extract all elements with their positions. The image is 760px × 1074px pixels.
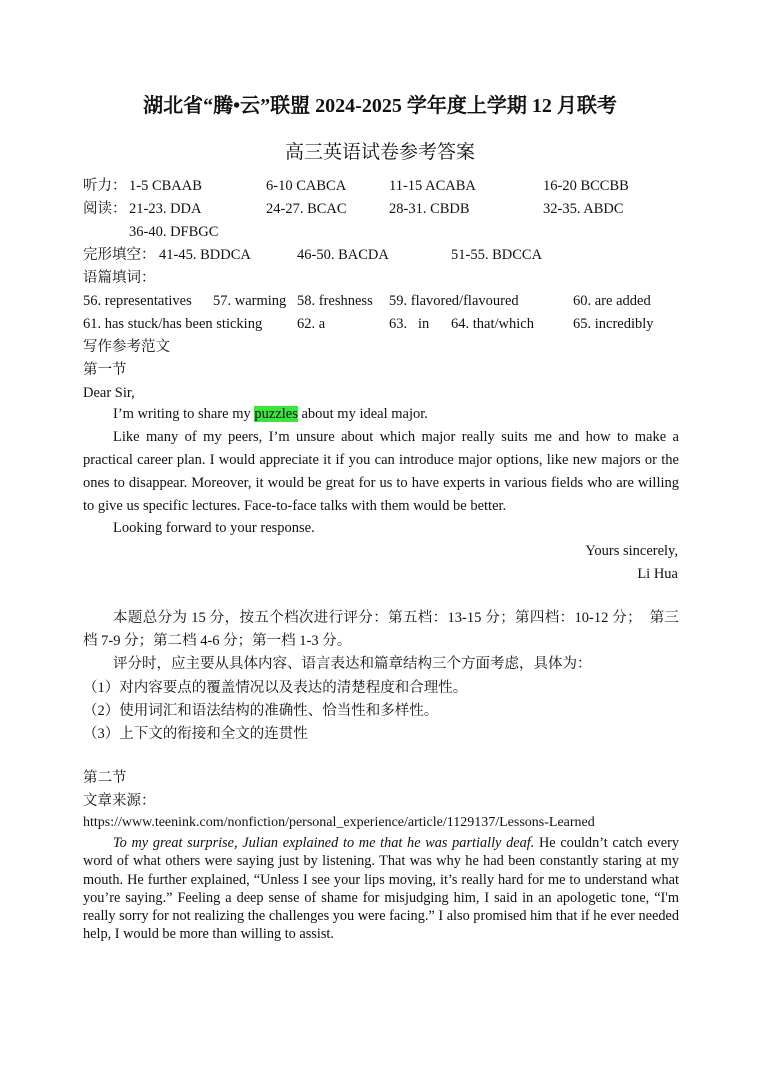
reading-answers-4: 32-35. ABDC xyxy=(543,201,624,217)
cloze-answers-2: 46-50. BACDA xyxy=(297,247,389,263)
continuation-passage xyxy=(83,834,679,944)
grading-criterion-2: （2）使用词汇和语法结构的准确性、恰当性和多样性。 xyxy=(83,703,439,719)
listening-answers-1: 1-5 CBAAB xyxy=(129,178,202,194)
grading-criterion-3: （3）上下文的衔接和全文的连贯性 xyxy=(83,726,308,742)
reading-answers-2: 24-27. BCAC xyxy=(266,201,347,217)
grammar-answer-62: 62. a xyxy=(297,316,326,332)
reading-label: 阅读： xyxy=(83,201,127,217)
cloze-answers-1: 41-45. BDDCA xyxy=(159,247,251,263)
grading-criterion-1: （1）对内容要点的覆盖情况以及表达的清楚程度和合理性。 xyxy=(83,680,468,696)
listening-answers-4: 16-20 BCCBB xyxy=(543,178,629,194)
writing-heading: 写作参考范文 xyxy=(83,339,170,355)
grammar-answer-63: 63. in xyxy=(389,316,430,332)
cloze-answers-3: 51-55. BDCCA xyxy=(451,247,543,263)
letter-signature: Li Hua xyxy=(637,566,678,582)
letter-p1-start: I’m writing to share my xyxy=(113,406,255,422)
reading-answers-5: 36-40. DFBGC xyxy=(129,224,219,240)
listening-answers-3: 11-15 ACABA xyxy=(389,178,476,194)
grading-paragraph-1: 本题总分为 15 分，按五个档次进行评分：第五档：13-15 分；第四档：10-12 分； 第三档 7-9 分；第二档 4-6 分；第一档 1-3 分。 xyxy=(83,610,679,649)
grammar-answer-64: 64. that/which xyxy=(451,316,534,332)
letter-salutation: Dear Sir, xyxy=(83,385,135,401)
grammar-label: 语篇填词： xyxy=(83,270,156,286)
source-label: 文章来源： xyxy=(83,793,156,809)
section-one-heading: 第一节 xyxy=(83,362,127,378)
listening-label: 听力： xyxy=(83,178,127,194)
grammar-answer-57: 57. warming xyxy=(213,293,287,309)
page-title: 湖北省“腾•云”联盟 2024-2025 学年度上学期 12 月联考 xyxy=(143,95,617,117)
reading-answers-3: 28-31. CBDB xyxy=(389,201,470,217)
reading-answers-1: 21-23. DDA xyxy=(129,201,202,217)
grammar-answer-60: 60. are added xyxy=(573,293,651,309)
grammar-answer-58: 58. freshness xyxy=(297,293,373,309)
letter-paragraph-1 xyxy=(83,403,679,426)
letter-paragraph-3: Looking forward to your response. xyxy=(113,520,315,536)
cloze-label: 完形填空： xyxy=(83,247,156,263)
section-two-heading: 第二节 xyxy=(83,770,127,786)
grammar-answer-65: 65. incredibly xyxy=(573,316,654,332)
grammar-answer-59: 59. flavored/flavoured xyxy=(389,293,519,309)
letter-paragraph-2: Like many of my peers, I’m unsure about which major really suits me and how to make a practical career plan. I would appreciate it if you can introduce major options, like new majors or the ones to disappear. Moreover, it would be great for us to have experts in various fields who are willing to give us specific lectures. Face-to-face talks with them would be better. xyxy=(83,429,679,514)
letter-closing: Yours sincerely, xyxy=(585,543,678,559)
passage-body: He couldn’t catch every word of what others were saying just by listening. That was why he had been constantly staring at my mouth. He further explained, “Unless I see your lips moving, it’s really hard for me to understand what you’re saying.” Feeling a deep sense of shame for misjudging him, I said in an apologetic tone, “I'm really sorry for not realizing the challenges you were facing.” I also promised him that if he ever needed help, I would be more than willing to assist. xyxy=(83,835,679,943)
highlighted-word: puzzles xyxy=(254,406,298,422)
passage-italic-opening: To my great surprise, Julian explained to me that he was partially deaf. xyxy=(113,835,535,851)
letter-p1-end: about my ideal major. xyxy=(297,406,428,422)
grammar-answer-56: 56. representatives xyxy=(83,293,192,309)
grammar-answer-61: 61. has stuck/has been sticking xyxy=(83,316,263,332)
page-subtitle: 高三英语试卷参考答案 xyxy=(284,142,475,163)
source-url: https://www.teenink.com/nonfiction/personal_experience/article/1129137/Lessons-Learned xyxy=(83,815,595,830)
grading-paragraph-2: 评分时，应主要从具体内容、语言表达和篇章结构三个方面考虑，具体为： xyxy=(113,656,592,672)
listening-answers-2: 6-10 CABCA xyxy=(266,178,347,194)
